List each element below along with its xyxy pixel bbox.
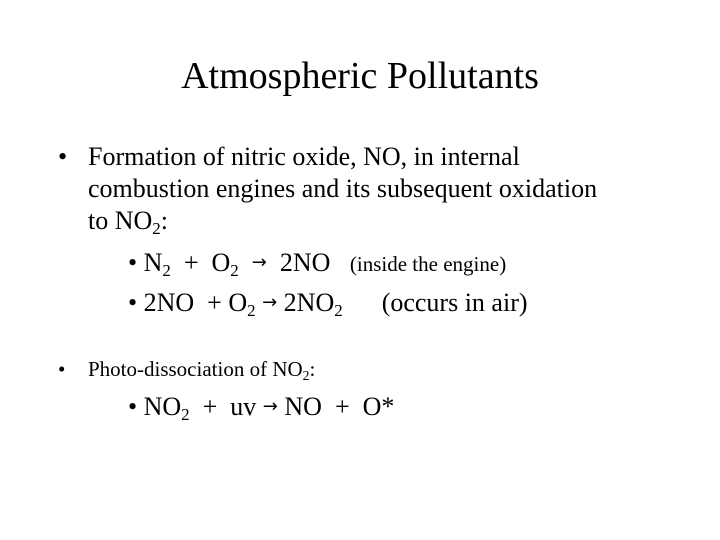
product: $2NO_2$ (283, 288, 343, 321)
text-fragment: Photo-dissociation of NO (88, 357, 303, 381)
plus-sign: + (183, 248, 199, 277)
bullet-marker: • (58, 357, 66, 381)
product: O* (362, 392, 395, 421)
reaction-arrow-icon: → (262, 396, 278, 417)
product: 2NO (279, 248, 331, 277)
bullet-text-line (88, 205, 168, 237)
text-fragment: : (160, 206, 168, 235)
reactant: $O_2$ (228, 288, 256, 321)
plus-sign: + (334, 392, 350, 421)
reaction-arrow-icon: → (262, 292, 278, 313)
plus-sign: + (202, 392, 218, 421)
bullet-marker: • (128, 288, 138, 317)
reaction-note: (inside the engine) (349, 252, 507, 276)
bullet-text-line: Formation of nitric oxide, NO, in internal (88, 142, 520, 171)
product: NO (284, 392, 322, 421)
reactant: $N_2$ (143, 248, 171, 281)
bullet-text-line: combustion engines and its subsequent oxidation (88, 174, 598, 203)
text-fragment: to NO (88, 206, 153, 235)
bullet-text-line (88, 353, 315, 385)
bullet-marker: • (128, 392, 138, 421)
slide-title: Atmospheric Pollutants (181, 55, 539, 97)
reaction-line (128, 391, 394, 426)
bullet-marker: • (58, 142, 68, 171)
subscript: 2 (302, 368, 310, 384)
reactant: 2NO (143, 288, 195, 317)
reaction-line (128, 247, 506, 282)
reaction-line (128, 287, 528, 322)
reactant: $O_2$ (211, 248, 239, 281)
reactant: uv (230, 392, 257, 421)
reaction-note: (occurs in air) (381, 288, 528, 317)
reaction-arrow-icon: → (251, 252, 267, 273)
reactant: $NO_2$ (143, 392, 190, 425)
subscript: 2 (152, 219, 161, 239)
bullet-marker: • (128, 248, 138, 277)
text-fragment: : (309, 357, 316, 381)
plus-sign: + (207, 288, 222, 317)
